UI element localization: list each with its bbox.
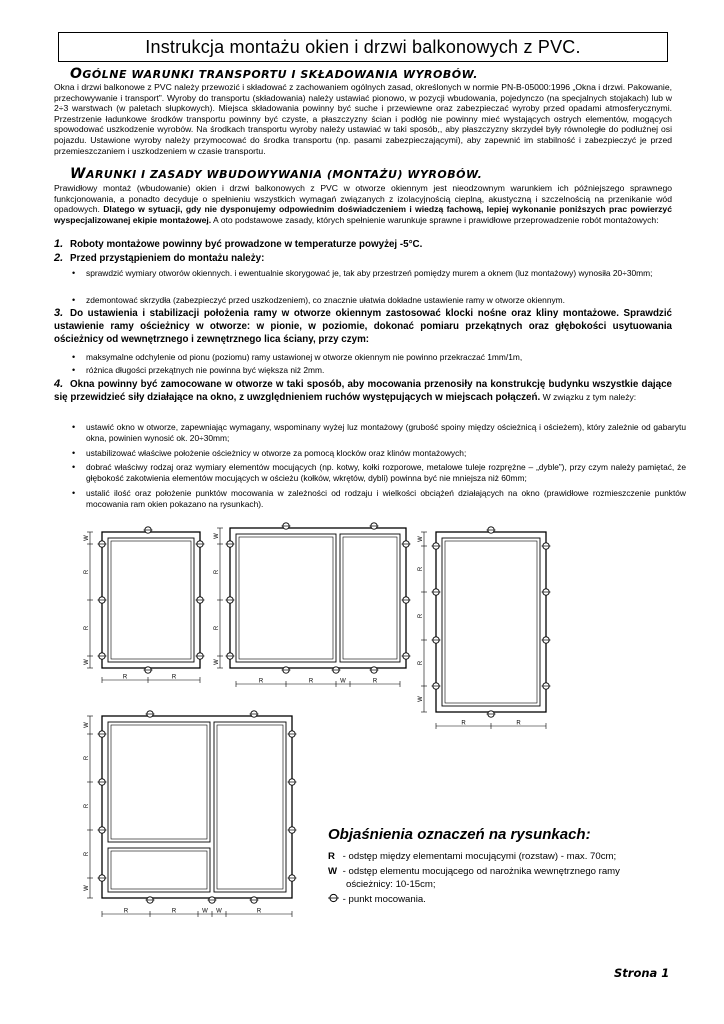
dimension-label: W bbox=[418, 536, 424, 542]
list-item: • ustabilizować właściwe położenie ościeżnicy w otworze za pomocą klocków oraz klinów montażowych; bbox=[72, 448, 686, 459]
sash-frame bbox=[340, 534, 400, 662]
rule-3: 3. Do ustawienia i stabilizacji położenia ramy w otworze okiennym zastosować klocki nośne oraz kliny montażowe. Sprawdzić ustawienie ramy ościeżnicy w otworze: w pionie, w poziomie, dokonać pomiaru przekątnych oraz głębokości usytuowania ościeżnicy od wewnętrznego i zewnętrznego lica ściany, przy czym: bbox=[54, 307, 672, 345]
sash-frame bbox=[108, 848, 210, 892]
glass-frame bbox=[111, 851, 207, 889]
sash-frame bbox=[442, 538, 540, 706]
dimension-label: W bbox=[340, 678, 346, 685]
fixing-point-icon bbox=[328, 892, 340, 904]
dimension-label: R bbox=[418, 613, 424, 619]
dimension-label: W bbox=[84, 659, 90, 665]
outer-frame bbox=[230, 528, 406, 668]
list-item: • maksymalne odchylenie od pionu (poziomu) ramy ustawionej w otworze okiennym nie powinno przekraczać 1mm/1m, bbox=[72, 352, 686, 363]
list-item: • sprawdzić wymiary otworów okiennych. i ewentualnie skorygować je, tak aby przestrzeń pomiędzy murem a oknem (luz montażowy) wynosiła 20÷30mm; bbox=[72, 268, 686, 279]
dimension-label: R bbox=[516, 720, 521, 727]
list-item: • zdemontować skrzydła (zabezpieczyć przed uszkodzeniem), co znacznie ułatwia dokładne ustawienie ramy w otworze okiennym. bbox=[72, 295, 686, 306]
dimension-label: R bbox=[418, 660, 424, 666]
dimension-label: W bbox=[84, 722, 90, 728]
glass-frame bbox=[445, 541, 537, 703]
outer-frame bbox=[436, 532, 546, 712]
dimension-label: W bbox=[202, 908, 208, 915]
sash-frame bbox=[108, 538, 194, 662]
outer-frame bbox=[102, 532, 200, 668]
dimension-label: W bbox=[84, 885, 90, 891]
page-title: Instrukcja montażu okien i drzwi balkonowych z PVC. bbox=[58, 32, 668, 62]
list-item: • ustawić okno w otworze, zapewniając wymagany, wspominany wyżej luz montażowy (grubość spoiny między ościeżnicą i ościeżem), który zależnie od gabarytu okna, powinien wynosić ok. 20÷30mm; bbox=[72, 422, 686, 443]
dimension-label: W bbox=[216, 908, 222, 915]
section2-paragraph: Prawidłowy montaż (wbudowanie) okien i drzwi balkonowych z PVC w otworze okiennym jest nieodzownym warunkiem ich późniejszego sprawnego funkcjonowania, a ponadto decyduje o spełnieniu wszystkich wymagań związanych z izolacyjnością cieplną, akustyczną i szczelnością na przenikanie wód opadowych. Dlatego w sytuacji, gdy nie dysponujemy odpowiednim doświadczeniem i wiedzą fachową, lepiej wykonanie poniższych prac powierzyć wyspecjalizowanej ekipie montażowej. A oto podstawowe zasady, których spełnienie warunkuje sprawne i prawidłowe przeprowadzenie robót montażowych: bbox=[54, 183, 672, 225]
sash-frame bbox=[214, 722, 286, 892]
legend-w-cont: ościeżnicy: 10-15cm; bbox=[346, 879, 436, 890]
sash-frame bbox=[236, 534, 336, 662]
legend-title: Objaśnienia oznaczeń na rysunkach: bbox=[328, 826, 591, 843]
dimension-label: R bbox=[84, 755, 90, 761]
dimension-label: W bbox=[84, 535, 90, 541]
rule-2: 2. Przed przystąpieniem do montażu należy: bbox=[54, 252, 265, 264]
outer-frame bbox=[102, 716, 292, 898]
list-item: • ustalić ilość oraz położenie punktów mocowania w zależności od rodzaju i wielkości obciążeń działających na okno (prawidłowe rozmieszczenie punktów mocowania ram okien pokazano na rysunkach). bbox=[72, 488, 686, 509]
dimension-label: R bbox=[122, 674, 128, 681]
dimension-label: R bbox=[84, 851, 90, 857]
dimension-label: R bbox=[84, 625, 90, 631]
section1-paragraph: Okna i drzwi balkonowe z PVC należy przewozić i składować z zachowaniem ogólnych zasad, określonych w normie PN-B-05000:1996 „Okna i drzwi. Pakowanie, przechowywanie i transport”. Wyroby do transportu (składowania) należy ustawiać pionowo, w pozycji wbudowania, pojedynczo (na specjalnych stojakach) lub w 2÷3 warstwach (w paletach słupkowych). Miejsca składowania powinny być suche i przewiewne oraz zabezpieczać wyroby przed opadami atmosferycznymi. Przestrzenie ładunkowe środków transportu powinny być czyste, a płaszczyzny ścian i podłóg nie powinny mieć wystających ostrych elementów, mogących spowodować uszkodzenie wyrobów. Na środkach transportu wyroby należy ustawiać w taki sposób,, aby płaszczyzny skrzydeł były równoległe do podłużnej osi pojazdu. Ustawione wyroby należy przymocować do środka transportu (np. pasami zabezpieczającymi), aby zapewnić im stabilność i zabezpieczyć je przed przemieszczaniem i uszkodzeniem w czasie transportu. bbox=[54, 82, 672, 156]
dimension-label: R bbox=[123, 908, 129, 915]
dimension-label: R bbox=[171, 674, 177, 681]
dimension-label: R bbox=[171, 908, 177, 915]
section2-heading: WARUNKI I ZASADY WBUDOWYWANIA (MONTAŻU) WYROBÓW. bbox=[70, 166, 483, 182]
sash-frame bbox=[108, 722, 210, 842]
glass-frame bbox=[111, 541, 191, 659]
list-item: • różnica długości przekątnych nie powinna być większa niż 2mm. bbox=[72, 365, 686, 376]
dimension-label: R bbox=[461, 720, 466, 727]
dimension-label: R bbox=[372, 678, 378, 685]
rule-4: 4. Okna powinny być zamocowane w otworze w taki sposób, aby mocowania przenosiły na konstrukcję budynku wszystkie dające się przewidzieć siły działające na okno, z uwzględnieniem ruchów występujących w miejscach połączeń. W związku z tym należy: bbox=[54, 378, 672, 403]
dimension-label: W bbox=[418, 696, 424, 702]
dimension-label: R bbox=[418, 566, 424, 572]
dimension-label: R bbox=[256, 908, 262, 915]
page-number: Strona 1 bbox=[614, 966, 670, 980]
legend-w: W - odstęp elementu mocującego od narożnika wewnętrznego ramy bbox=[328, 866, 620, 877]
dimension-label: R bbox=[84, 569, 90, 575]
dimension-label: W bbox=[214, 659, 220, 665]
legend-r: R - odstęp między elementami mocującymi (rozstaw) - max. 70cm; bbox=[328, 851, 617, 862]
dimension-label: R bbox=[214, 625, 220, 631]
glass-frame bbox=[217, 725, 283, 889]
dimension-label: R bbox=[84, 803, 90, 809]
rule-1: 1. Roboty montażowe powinny być prowadzone w temperaturze powyżej -5°C. bbox=[54, 238, 423, 250]
section1-heading: OGÓLNE WARUNKI TRANSPORTU I SKŁADOWANIA WYROBÓW. bbox=[70, 66, 478, 82]
dimension-label: R bbox=[258, 678, 264, 685]
glass-frame bbox=[239, 537, 333, 659]
legend-point: - punkt mocowania. bbox=[328, 892, 426, 906]
dimension-label: W bbox=[214, 533, 220, 539]
dimension-label: R bbox=[308, 678, 314, 685]
dimension-label: R bbox=[214, 569, 220, 575]
glass-frame bbox=[343, 537, 397, 659]
glass-frame bbox=[111, 725, 207, 839]
list-item: • dobrać właściwy rodzaj oraz wymiary elementów mocujących (np. kotwy, kołki rozporowe, metalowe tuleje rozprężne – „dyble”), przy czym należy pamiętać, że głębokość zakotwienia elementów mocujących w ościeżu (kołków, wkrętów, dybli) powinna być nie mniejsza niż 60mm; bbox=[72, 462, 686, 483]
